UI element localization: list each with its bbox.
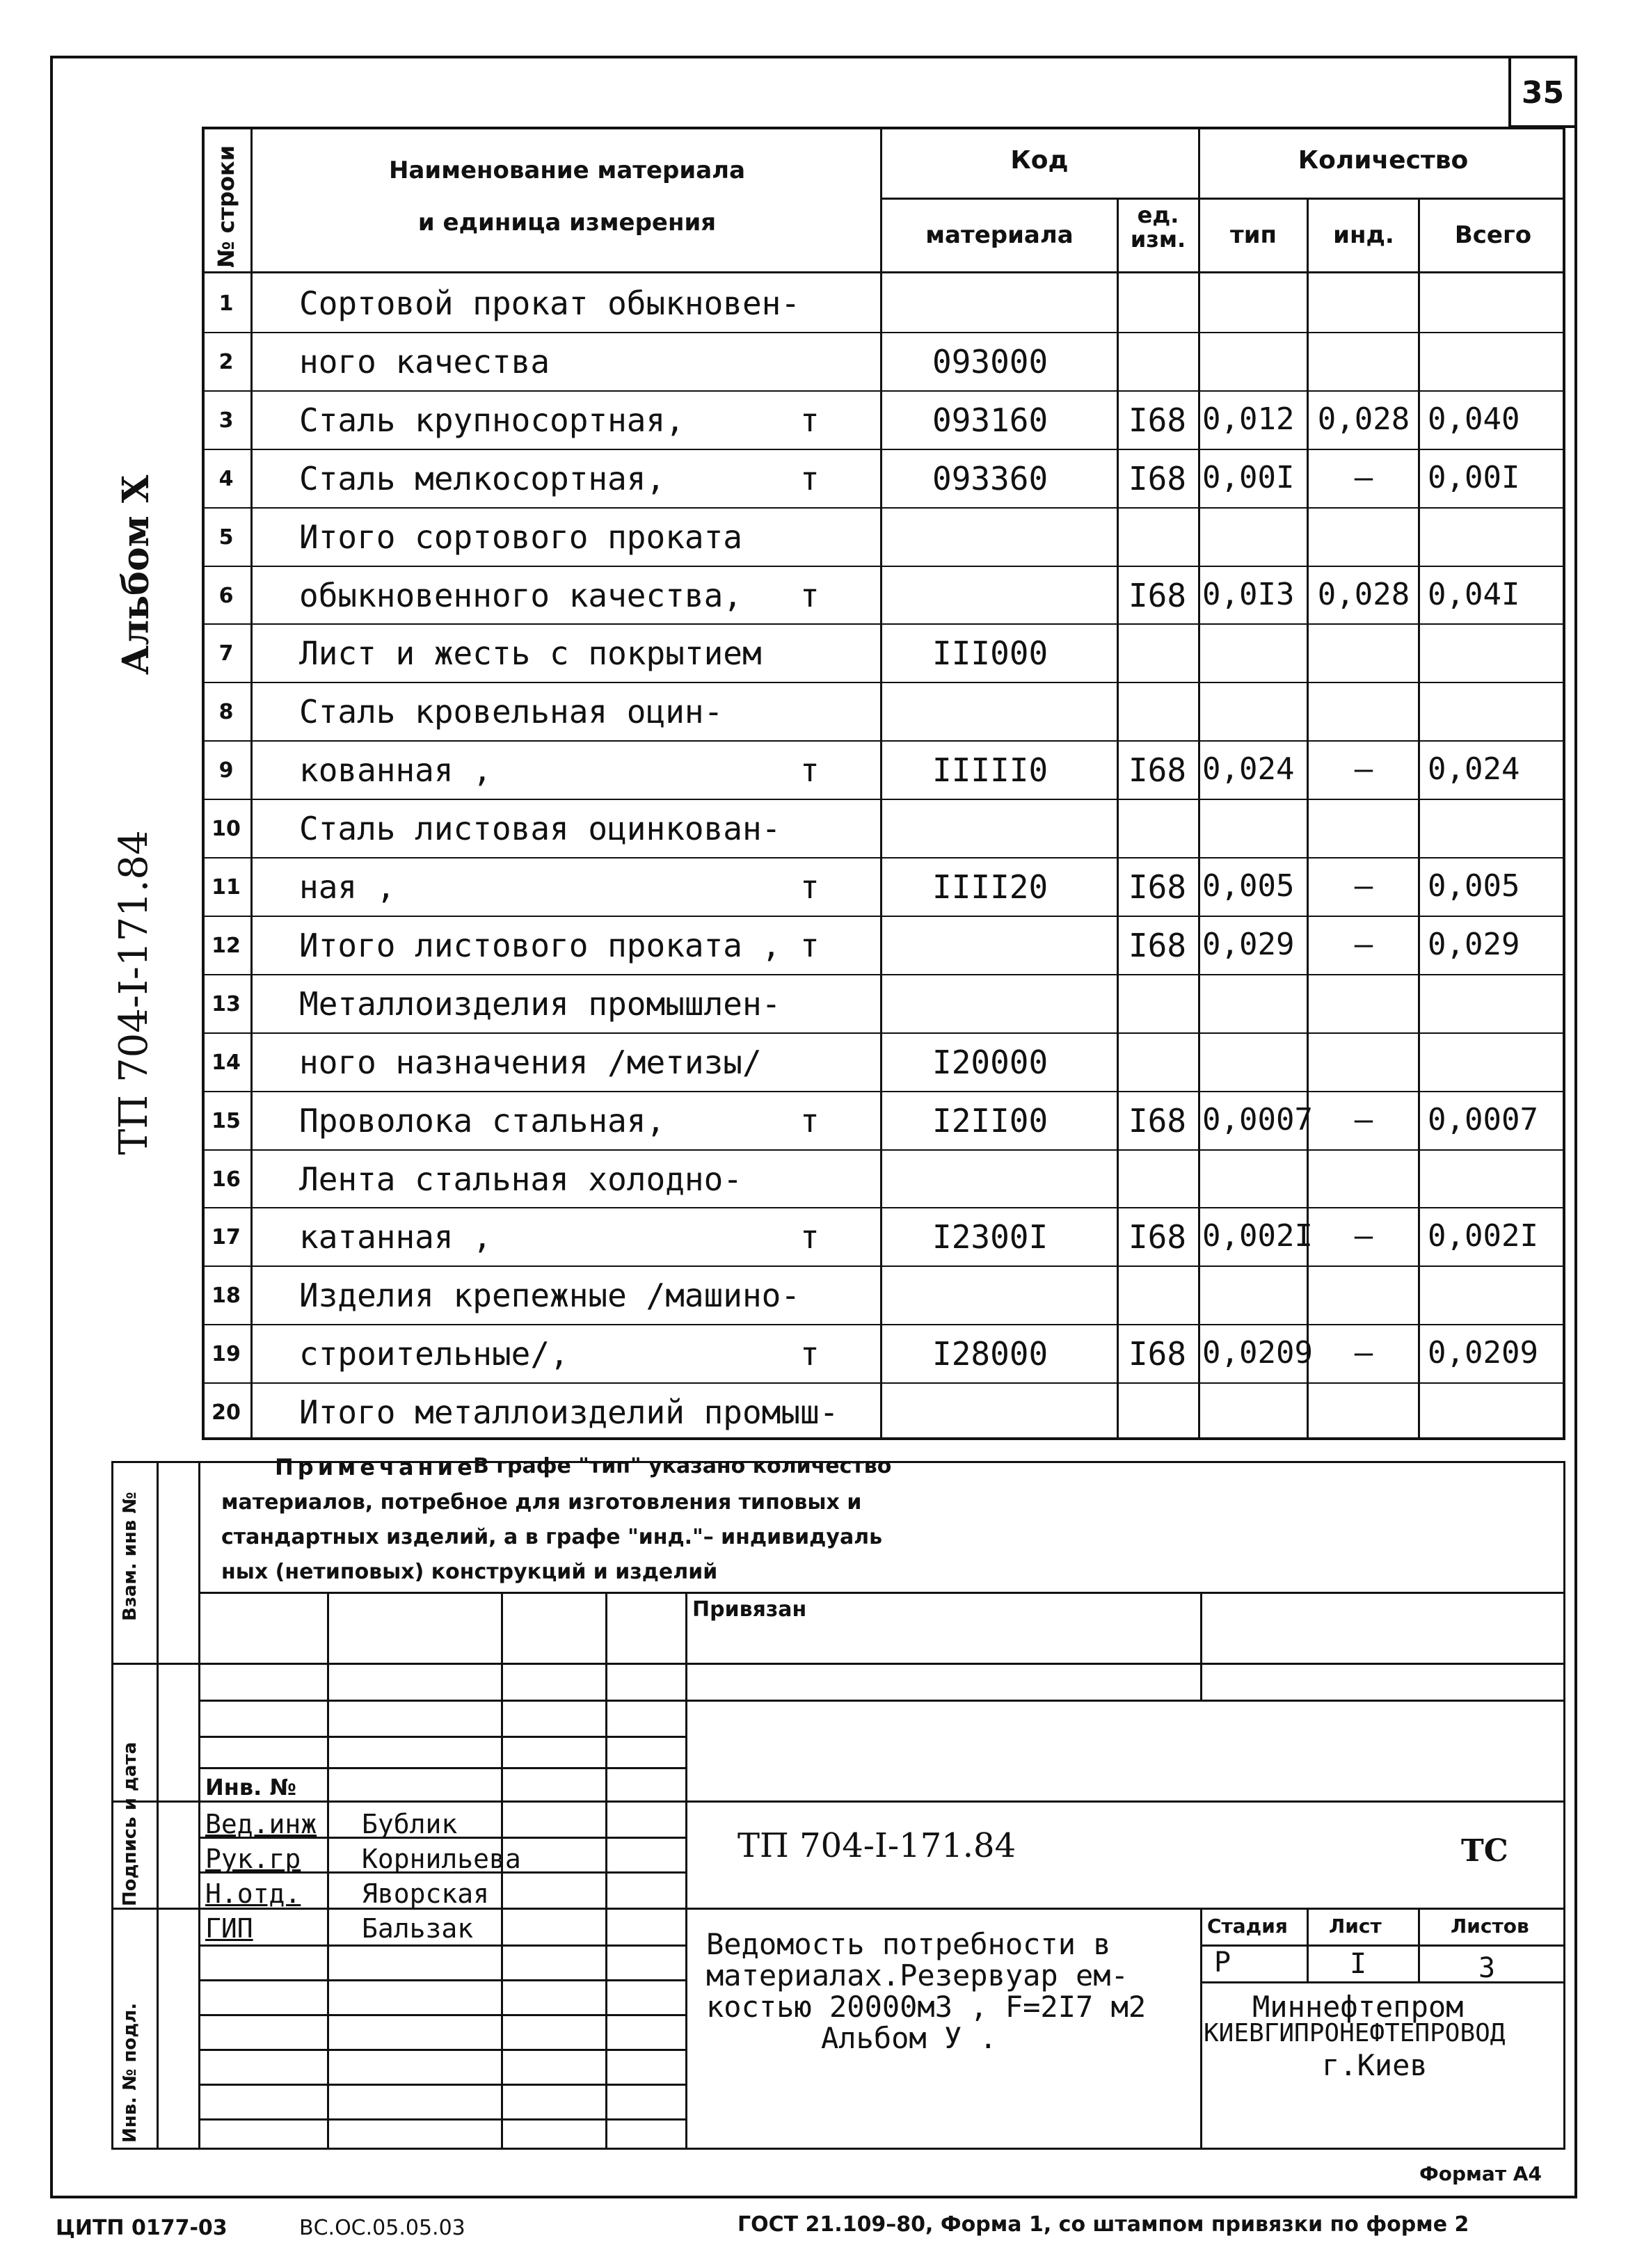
row-line	[202, 623, 1565, 625]
row-number: 6	[218, 583, 234, 608]
row-number: 11	[212, 875, 241, 900]
row-unit: т	[800, 751, 820, 790]
page-number: 35	[1521, 75, 1565, 111]
stamp-stage-line-2	[1200, 1981, 1565, 1983]
stamp-sheet: I	[1350, 1948, 1367, 1980]
row-unit: т	[800, 576, 820, 614]
row-name: Сортовой прокат обыкновен-	[299, 285, 801, 322]
row-number: 10	[212, 817, 241, 842]
row-total: 0,040	[1428, 401, 1520, 437]
col-line-ind	[1418, 198, 1420, 1440]
row-code: 093000	[932, 342, 1048, 381]
row-number: 9	[218, 758, 234, 783]
row-line	[202, 1265, 1565, 1267]
row-number: 16	[212, 1167, 241, 1192]
header-name-2: и единица измерения	[417, 209, 717, 237]
stamp-col-sheet	[1307, 1908, 1309, 1981]
stamp-role-name: Яворская	[362, 1878, 490, 1909]
stamp-line-b	[111, 1663, 1565, 1665]
stamp-col-sheets	[1418, 1908, 1420, 1981]
margin-album: Альбом X	[115, 474, 157, 675]
row-line	[202, 1382, 1565, 1384]
stamp-title-1: Ведомость потребности в	[706, 1927, 1111, 1961]
row-line	[202, 682, 1565, 683]
row-name: Проволока стальная,	[299, 1101, 666, 1140]
row-ed: I68	[1128, 1335, 1187, 1373]
row-ed: I68	[1128, 926, 1187, 964]
row-ind: –	[1354, 1335, 1373, 1371]
row-tip: 0,0209	[1202, 1335, 1313, 1371]
row-line	[202, 1324, 1565, 1325]
row-number: 17	[212, 1225, 241, 1250]
row-line	[202, 449, 1565, 450]
stamp-org-3: г.Киев	[1322, 2048, 1428, 2082]
footer-format: Формат А4	[1419, 2162, 1542, 2185]
stamp-sheets: 3	[1478, 1952, 1496, 1984]
row-name: Сталь крупносортная,	[299, 401, 685, 439]
header-q-type: тип	[1229, 221, 1277, 249]
row-line	[202, 857, 1565, 859]
row-name: строительные/,	[299, 1335, 569, 1373]
stamp-title-3: костью 20000м3 , F=2I7 м2	[706, 1990, 1147, 2024]
note-line-3: стандартных изделий, а в графе "инд."– индивидуаль	[221, 1525, 883, 1549]
stamp-line-f	[111, 1800, 1565, 1803]
row-unit: т	[800, 459, 820, 497]
row-ed: I68	[1128, 868, 1187, 906]
footer-mid: ВС.ОС.05.05.03	[299, 2216, 465, 2240]
row-line	[202, 1207, 1565, 1208]
row-name: обыкновенного качества,	[299, 576, 742, 614]
stamp-line-a	[198, 1592, 1565, 1594]
row-total: 0,0007	[1428, 1101, 1538, 1137]
row-code: I28000	[932, 1335, 1048, 1373]
row-number: 15	[212, 1108, 241, 1133]
row-line	[202, 740, 1565, 742]
header-bottom-line	[202, 271, 1565, 273]
row-ed: I68	[1128, 401, 1187, 439]
col-line-ed	[1198, 127, 1200, 1440]
row-number: 20	[212, 1400, 241, 1426]
row-tip: 0,024	[1202, 751, 1295, 788]
row-code: IIII20	[932, 868, 1048, 906]
row-unit: т	[800, 926, 820, 964]
row-ed: I68	[1128, 751, 1187, 790]
stamp-stage-line-1	[1200, 1944, 1565, 1947]
header-row-no: № строки	[213, 145, 239, 268]
row-ed: I68	[1128, 1218, 1187, 1256]
row-name: Сталь кровельная оцин-	[299, 693, 724, 731]
row-line	[202, 332, 1565, 333]
row-code: I2II00	[932, 1101, 1048, 1140]
note-line-4: ных (нетиповых) конструкций и изделий	[221, 1560, 718, 1584]
row-code: I20000	[932, 1043, 1048, 1081]
row-total: 0,0209	[1428, 1335, 1538, 1371]
stamp-stage: Р	[1214, 1947, 1231, 1979]
row-total: 0,005	[1428, 868, 1520, 904]
row-code: I2300I	[932, 1218, 1048, 1256]
row-line	[202, 974, 1565, 975]
row-tip: 0,0007	[1202, 1101, 1313, 1137]
row-number: 14	[212, 1050, 241, 1075]
row-ed: I68	[1128, 1101, 1187, 1140]
row-total: 0,002I	[1428, 1218, 1538, 1254]
row-name: ная ,	[299, 868, 396, 906]
row-number: 5	[218, 525, 234, 550]
row-line	[202, 1149, 1565, 1151]
stamp-sheet-label: Лист	[1329, 1915, 1382, 1938]
row-name: Итого листового проката ,	[299, 926, 781, 964]
row-total: 0,04I	[1428, 576, 1520, 612]
stamp-line-m	[198, 2049, 685, 2051]
row-line	[202, 507, 1565, 509]
row-line	[202, 390, 1565, 392]
row-line	[202, 566, 1565, 567]
stamp-role: Н.отд.	[205, 1878, 301, 1909]
row-number: 3	[218, 408, 234, 433]
row-name: Итого сортового проката	[299, 518, 742, 556]
row-number: 1	[218, 292, 234, 316]
row-number: 8	[218, 700, 234, 725]
stamp-role-name: Корнильева	[362, 1844, 521, 1874]
stamp-designation: ТП 704-I-171.84	[737, 1826, 1016, 1865]
header-q-total: Всего	[1454, 221, 1532, 249]
stamp-line-j	[198, 1944, 685, 1947]
row-number: 12	[212, 933, 241, 958]
row-tip: 0,029	[1202, 926, 1295, 962]
row-unit: т	[800, 1101, 820, 1140]
header-code-unit: ед. изм.	[1130, 202, 1186, 253]
row-code: 093360	[932, 459, 1048, 497]
stamp-line-d	[198, 1736, 685, 1738]
row-name: Металлоизделия промышлен-	[299, 984, 781, 1023]
col-line-tip	[1307, 198, 1309, 1440]
row-name: Итого металлоизделий промыш-	[299, 1393, 839, 1432]
stamp-line-e	[198, 1767, 685, 1769]
footer-left: ЦИТП 0177-03	[56, 2216, 228, 2240]
row-tip: 0,012	[1202, 401, 1295, 437]
stamp-line-k	[198, 1979, 685, 1981]
stamp-stage-label: Стадия	[1207, 1915, 1288, 1938]
row-total: 0,029	[1428, 926, 1520, 962]
header-code-material: материала	[925, 221, 1074, 249]
row-tip: 0,002I	[1202, 1218, 1313, 1254]
row-number: 13	[212, 991, 241, 1016]
header-mid-line	[880, 198, 1565, 200]
stamp-org-2: КИЕВГИПРОНЕФТЕПРОВОД	[1204, 2019, 1506, 2047]
row-number: 7	[218, 641, 234, 666]
margin-sep	[157, 1461, 159, 2150]
stamp-org-1: Миннефтепром	[1252, 1990, 1464, 2024]
margin-podpis: Подпись и дата	[120, 1741, 141, 1906]
row-ed: I68	[1128, 459, 1187, 497]
margin-vzam: Взам. инв №	[120, 1492, 141, 1621]
row-ind: –	[1354, 751, 1373, 788]
stamp-sheets-label: Листов	[1451, 1915, 1529, 1938]
margin-inv-podl: Инв. № подл.	[120, 2002, 141, 2143]
row-tip: 0,005	[1202, 868, 1295, 904]
row-name: катанная ,	[299, 1218, 492, 1256]
row-name: Лента стальная холодно-	[299, 1160, 742, 1198]
stamp-line-o	[198, 2118, 685, 2121]
stamp-role-name: Бальзак	[362, 1913, 474, 1944]
row-unit: т	[800, 1218, 820, 1256]
row-ind: 0,028	[1317, 576, 1410, 612]
row-name: ного назначения /метизы/	[299, 1043, 762, 1081]
row-total: 0,00I	[1428, 459, 1520, 495]
row-name: Лист и жесть с покрытием	[299, 634, 762, 673]
row-line	[202, 799, 1565, 800]
header-quantity: Количество	[1298, 146, 1469, 175]
row-code: III000	[932, 634, 1048, 673]
row-name: Сталь листовая оцинкован-	[299, 810, 781, 848]
row-number: 2	[218, 349, 234, 374]
row-ed: I68	[1128, 576, 1187, 614]
row-number: 4	[218, 466, 234, 491]
col-line-name	[880, 127, 882, 1440]
margin-doc-code: ТП 704-I-171.84	[111, 830, 157, 1155]
note-title-text: Примечание	[275, 1454, 477, 1480]
col-line-rownum	[250, 127, 253, 1440]
stamp-role: Рук.гр	[205, 1844, 301, 1874]
row-name: Сталь мелкосортная,	[299, 459, 666, 497]
row-ind: –	[1354, 926, 1373, 962]
row-unit: т	[800, 1335, 820, 1373]
header-code: Код	[1010, 146, 1069, 175]
stamp-role-name: Бублик	[362, 1809, 458, 1839]
stamp-left-col	[198, 1461, 200, 2150]
stamp-col-3	[605, 1592, 607, 2150]
stamp-title-2: материалах.Резервуар ем-	[706, 1958, 1128, 1993]
row-unit: т	[800, 868, 820, 906]
row-total: 0,024	[1428, 751, 1520, 788]
stamp-col-5	[1200, 1592, 1202, 1700]
stamp-title-4: Альбом У .	[821, 2021, 997, 2055]
row-code: IIIII0	[932, 751, 1048, 790]
stamp-role: ГИП	[205, 1913, 253, 1944]
row-number: 19	[212, 1342, 241, 1367]
note-line-1: В графе "тип" указано количество	[473, 1454, 892, 1478]
footer-right: ГОСТ 21.109–80, Форма 1, со штампом привязки по форме 2	[737, 2212, 1469, 2237]
stamp-privyazan: Привязан	[692, 1597, 807, 1622]
stamp-col-4	[685, 1592, 687, 2150]
note-line-2: материалов, потребное для изготовления типовых и	[221, 1490, 862, 1515]
row-tip: 0,0I3	[1202, 576, 1295, 612]
row-name: кованная ,	[299, 751, 492, 790]
row-name: ного качества	[299, 342, 550, 381]
header-q-ind: инд.	[1333, 221, 1394, 249]
row-line	[202, 1032, 1565, 1034]
stamp-line-n	[198, 2084, 685, 2086]
row-ind: –	[1354, 459, 1373, 495]
stamp-col-1	[327, 1592, 329, 2150]
col-line-code	[1117, 198, 1119, 1440]
stamp-line-c	[198, 1700, 1565, 1702]
row-ind: –	[1354, 868, 1373, 904]
row-name: Изделия крепежные /машино-	[299, 1277, 801, 1315]
stamp-line-i	[111, 1908, 1565, 1910]
stamp-mark: ТС	[1461, 1833, 1508, 1869]
stamp-role: Вед.инж	[205, 1809, 317, 1839]
row-tip: 0,00I	[1202, 459, 1295, 495]
row-number: 18	[212, 1284, 241, 1309]
row-ind: 0,028	[1317, 401, 1410, 437]
stamp-line-l	[198, 2014, 685, 2016]
row-unit: т	[800, 401, 820, 439]
header-name-1: Наименование материала	[388, 157, 746, 184]
stamp-inv-no: Инв. №	[205, 1774, 296, 1800]
row-line	[202, 1091, 1565, 1092]
row-ind: –	[1354, 1218, 1373, 1254]
row-ind: –	[1354, 1101, 1373, 1137]
row-code: 093160	[932, 401, 1048, 439]
row-line	[202, 916, 1565, 917]
